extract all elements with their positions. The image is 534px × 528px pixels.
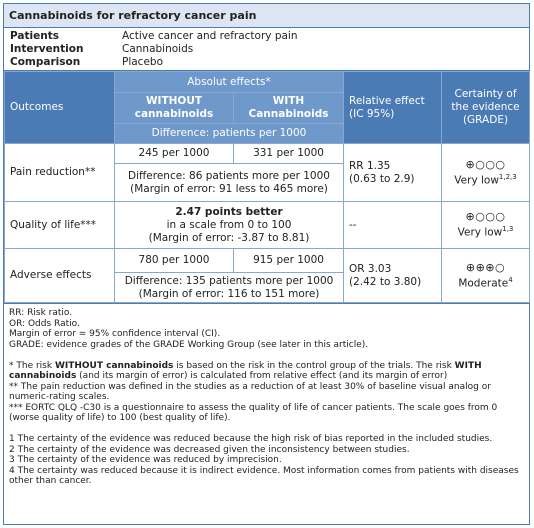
pico-section <box>4 28 529 71</box>
header-absolute-effects: Absolut effects* <box>115 72 344 93</box>
pain-relative-line1: RR 1.35 <box>349 159 391 172</box>
header-without-line1: WITHOUT <box>145 95 203 107</box>
table-title: Cannabinoids for refractory cancer pain <box>4 4 529 28</box>
header-difference: Difference: patients per 1000 <box>115 124 344 144</box>
header-relative-line2: (IC 95%) <box>349 107 395 120</box>
pain-without: 245 per 1000 <box>115 144 234 164</box>
pico-row-comparison <box>10 56 529 69</box>
qol-effect-line1: 2.47 points better <box>175 205 283 218</box>
adverse-relative <box>344 249 442 303</box>
pico-value: Placebo <box>122 56 164 68</box>
qol-effect-line3: (Margin of error: -3.87 to 8.81) <box>148 231 310 244</box>
qol-effect <box>115 202 344 249</box>
header-certainty-line1: Certainty of <box>454 88 517 100</box>
qol-relative: -- <box>344 202 442 249</box>
header-certainty-line2: the evidence <box>451 101 520 113</box>
certainty-symbols: ⊕○○○ <box>465 157 506 171</box>
footnote-qol: *** EORTC QLQ -C30 is a questionnaire to assess the quality of life of cancer patients. The scale goes from 0 (worse quality of life) to 100 (best quality of life). <box>9 402 498 423</box>
adverse-relative-line1: OR 3.03 <box>349 262 392 275</box>
certainty-label: Very low$^{1,3}$ <box>457 225 514 239</box>
qol-certainty <box>442 202 530 249</box>
qol-effect-line2: in a scale from 0 to 100 <box>166 218 292 231</box>
pico-key: Comparison <box>10 56 81 68</box>
adverse-relative-line2: (2.42 to 3.80) <box>349 275 422 288</box>
results-table <box>4 71 530 303</box>
adverse-difference <box>115 273 344 303</box>
header-relative-effect <box>344 72 442 144</box>
pico-value: Cannabinoids <box>122 43 194 55</box>
certainty-note: 2 The certainty of the evidence was decreased given the inconsistency between studies. <box>9 444 410 455</box>
footnote-risk: * The risk WITHOUT cannabinoids is based on the risk in the control group of the trials. The risk WITH cannabinoids (and its margin of error) is calculated from relative effect (and its margin of error) <box>9 360 482 381</box>
adverse-with: 915 per 1000 <box>234 249 344 273</box>
summary-of-findings-table <box>3 3 530 525</box>
adverse-difference-line2: (Margin of error: 116 to 151 more) <box>138 287 320 300</box>
pain-difference-line2: (Margin of error: 91 less to 465 more) <box>130 182 328 195</box>
outcome-adverse: Adverse effects <box>5 249 115 303</box>
abbreviation: OR: Odds Ratio. <box>9 318 80 329</box>
pico-key: Patients <box>10 30 59 42</box>
header-certainty <box>442 72 530 144</box>
outcome-pain: Pain reduction** <box>5 144 115 202</box>
certainty-label: Very low$^{1,2,3}$ <box>454 172 517 187</box>
header-without-line2: cannabinoids <box>134 108 214 120</box>
abbreviation: GRADE: evidence grades of the GRADE Working Group (see later in this article). <box>9 339 369 350</box>
pain-certainty <box>442 144 530 202</box>
certainty-note: 3 The certainty of the evidence was reduced by imprecision. <box>9 455 282 465</box>
pico-value: Active cancer and refractory pain <box>122 30 298 42</box>
header-with-line1: WITH <box>272 95 305 107</box>
certainty-note: 1 The certainty of the evidence was reduced because the high risk of bias reported in the included studies. <box>9 434 493 444</box>
certainty-note: 4 The certainty was reduced because it is indirect evidence. Most information comes from patients with diseases other than cancer. <box>9 465 519 486</box>
header-with-line2: Cannabinoids <box>248 108 329 120</box>
pico-row-patients <box>10 30 529 43</box>
abbreviation: RR: Risk ratio. <box>9 308 73 318</box>
pain-relative <box>344 144 442 202</box>
certainty-label: Moderate$^4$ <box>458 275 513 290</box>
footnotes-section <box>4 303 529 487</box>
certainty-symbols: ⊕○○○ <box>465 210 506 224</box>
outcome-qol: Quality of life*** <box>5 202 115 249</box>
pain-relative-line2: (0.63 to 2.9) <box>349 172 415 185</box>
header-with <box>234 93 344 124</box>
header-without <box>115 93 234 124</box>
pain-with: 331 per 1000 <box>234 144 344 164</box>
pain-difference-line1: Difference: 86 patients more per 1000 <box>128 169 330 182</box>
header-certainty-line3: (GRADE) <box>462 114 509 126</box>
adverse-difference-line1: Difference: 135 patients more per 1000 <box>124 274 334 287</box>
certainty-symbols: ⊕⊕⊕○ <box>465 260 506 274</box>
header-relative-line1: Relative effect <box>349 94 425 107</box>
adverse-without: 780 per 1000 <box>115 249 234 273</box>
abbreviation: Margin of error = 95% confidence interval (CI). <box>9 329 221 339</box>
pain-difference <box>115 164 344 202</box>
pico-key: Intervention <box>10 43 84 55</box>
pico-row-intervention <box>10 43 529 56</box>
adverse-certainty <box>442 249 530 303</box>
header-outcomes: Outcomes <box>5 72 115 144</box>
footnote-pain: ** The pain reduction was defined in the studies as a reduction of at least 30% of baseline visual analog or numeric-rating scales. <box>9 381 491 402</box>
